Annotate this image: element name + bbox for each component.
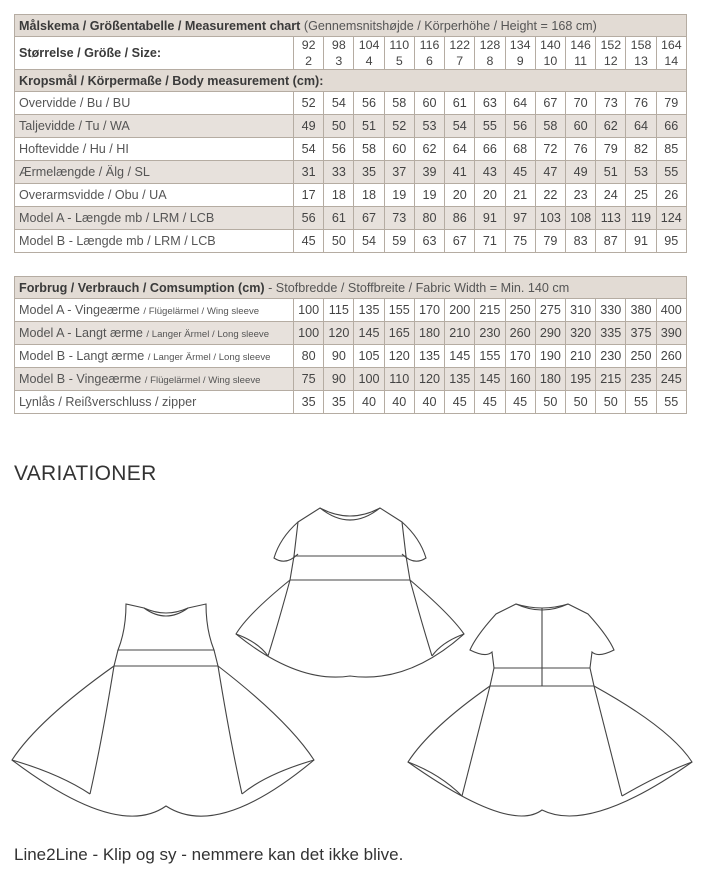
consumption-value: 170 bbox=[414, 299, 444, 322]
measurement-value: 60 bbox=[414, 92, 444, 115]
measurement-value: 55 bbox=[475, 115, 505, 138]
consumption-label bbox=[15, 368, 294, 391]
consumption-chart-title bbox=[15, 277, 687, 299]
measurement-value: 62 bbox=[596, 115, 626, 138]
measurement-value: 60 bbox=[384, 138, 414, 161]
measurement-value: 18 bbox=[324, 184, 354, 207]
consumption-row bbox=[15, 299, 687, 322]
measurement-value: 58 bbox=[535, 115, 565, 138]
measurement-value: 91 bbox=[475, 207, 505, 230]
consumption-value: 35 bbox=[294, 391, 324, 414]
consumption-value: 40 bbox=[414, 391, 444, 414]
measurement-value: 66 bbox=[656, 115, 686, 138]
measurement-value: 67 bbox=[535, 92, 565, 115]
measurement-value: 24 bbox=[596, 184, 626, 207]
size-age: 13 bbox=[634, 54, 648, 68]
measurement-value: 76 bbox=[565, 138, 595, 161]
measurement-row bbox=[15, 230, 687, 253]
consumption-value: 110 bbox=[384, 368, 414, 391]
consumption-label bbox=[15, 322, 294, 345]
measurement-value: 54 bbox=[354, 230, 384, 253]
size-cell bbox=[294, 37, 324, 70]
consumption-chart bbox=[14, 276, 687, 414]
measurement-value: 73 bbox=[384, 207, 414, 230]
measurement-value: 75 bbox=[505, 230, 535, 253]
measurement-value: 58 bbox=[354, 138, 384, 161]
consumption-value: 230 bbox=[596, 345, 626, 368]
measurement-row bbox=[15, 92, 687, 115]
measurement-value: 51 bbox=[354, 115, 384, 138]
measurement-value: 80 bbox=[414, 207, 444, 230]
consumption-value: 40 bbox=[354, 391, 384, 414]
measurement-value: 61 bbox=[445, 92, 475, 115]
measurement-value: 45 bbox=[294, 230, 324, 253]
measurement-value: 79 bbox=[656, 92, 686, 115]
size-age: 6 bbox=[426, 54, 433, 68]
measurement-value: 56 bbox=[354, 92, 384, 115]
measurement-value: 23 bbox=[565, 184, 595, 207]
measurement-value: 50 bbox=[324, 230, 354, 253]
variations-heading: VARIATIONER bbox=[14, 462, 157, 485]
measurement-value: 47 bbox=[535, 161, 565, 184]
size-cm: 140 bbox=[540, 38, 561, 52]
measurement-value: 20 bbox=[445, 184, 475, 207]
consumption-chart-title-row bbox=[15, 277, 687, 299]
measurement-label: Model B - Længde mb / LRM / LCB bbox=[15, 230, 294, 253]
measurement-row bbox=[15, 115, 687, 138]
measurement-value: 79 bbox=[596, 138, 626, 161]
measurement-value: 56 bbox=[324, 138, 354, 161]
measurement-value: 54 bbox=[324, 92, 354, 115]
size-age: 5 bbox=[395, 54, 403, 68]
measurement-value: 108 bbox=[565, 207, 595, 230]
size-age: 4 bbox=[365, 54, 373, 68]
consumption-value: 35 bbox=[324, 391, 354, 414]
measurement-value: 91 bbox=[626, 230, 656, 253]
measurement-chart-title-text: Målskema / Größentabelle / Measurement chart bbox=[19, 18, 301, 33]
measurement-label: Hoftevidde / Hu / HI bbox=[15, 138, 294, 161]
consumption-value: 180 bbox=[414, 322, 444, 345]
footer-tagline: Line2Line - Klip og sy - nemmere kan det ikke blive. bbox=[14, 845, 404, 864]
measurement-value: 83 bbox=[565, 230, 595, 253]
consumption-value: 320 bbox=[565, 322, 595, 345]
measurement-value: 22 bbox=[535, 184, 565, 207]
measurement-value: 49 bbox=[565, 161, 595, 184]
consumption-value: 45 bbox=[475, 391, 505, 414]
measurement-value: 60 bbox=[565, 115, 595, 138]
consumption-value: 260 bbox=[656, 345, 686, 368]
consumption-label-sub: / Langer Ärmel / Long sleeve bbox=[147, 352, 271, 363]
size-age: 14 bbox=[664, 54, 679, 68]
consumption-value: 200 bbox=[445, 299, 475, 322]
measurement-value: 17 bbox=[294, 184, 324, 207]
consumption-value: 40 bbox=[384, 391, 414, 414]
consumption-value: 50 bbox=[596, 391, 626, 414]
consumption-value: 215 bbox=[475, 299, 505, 322]
measurement-value: 21 bbox=[505, 184, 535, 207]
size-age: 12 bbox=[603, 54, 618, 68]
measurement-value: 64 bbox=[445, 138, 475, 161]
size-cell bbox=[596, 37, 626, 70]
size-cm: 158 bbox=[630, 38, 652, 52]
measurement-value: 26 bbox=[656, 184, 686, 207]
consumption-label bbox=[15, 345, 294, 368]
measurement-value: 76 bbox=[626, 92, 656, 115]
measurement-value: 18 bbox=[354, 184, 384, 207]
consumption-value: 75 bbox=[294, 368, 324, 391]
consumption-value: 50 bbox=[535, 391, 565, 414]
size-cell bbox=[354, 37, 384, 70]
measurement-value: 82 bbox=[626, 138, 656, 161]
size-cm: 128 bbox=[479, 38, 501, 52]
measurement-chart-title-row bbox=[15, 15, 687, 37]
measurement-value: 19 bbox=[384, 184, 414, 207]
measurement-value: 62 bbox=[414, 138, 444, 161]
consumption-label bbox=[15, 391, 294, 414]
size-cell bbox=[445, 37, 475, 70]
consumption-value: 100 bbox=[294, 299, 324, 322]
measurement-value: 25 bbox=[626, 184, 656, 207]
measurement-value: 87 bbox=[596, 230, 626, 253]
consumption-value: 310 bbox=[565, 299, 595, 322]
consumption-value: 290 bbox=[535, 322, 565, 345]
size-age: 10 bbox=[543, 54, 558, 68]
measurement-value: 73 bbox=[596, 92, 626, 115]
consumption-value: 330 bbox=[596, 299, 626, 322]
consumption-value: 80 bbox=[294, 345, 324, 368]
consumption-row bbox=[15, 345, 687, 368]
consumption-label-sub: / Langer Ärmel / Long sleeve bbox=[146, 329, 270, 340]
measurement-chart-title bbox=[15, 15, 687, 37]
consumption-value: 120 bbox=[414, 368, 444, 391]
measurement-value: 49 bbox=[294, 115, 324, 138]
size-cm: 122 bbox=[449, 38, 471, 52]
consumption-value: 400 bbox=[656, 299, 686, 322]
size-cell bbox=[475, 37, 505, 70]
consumption-value: 100 bbox=[294, 322, 324, 345]
body-measurement-heading: Kropsmål / Körpermaße / Body measurement (cm): bbox=[15, 70, 687, 92]
measurement-value: 35 bbox=[354, 161, 384, 184]
measurement-row bbox=[15, 207, 687, 230]
size-cm: 116 bbox=[419, 38, 440, 52]
measurement-value: 113 bbox=[596, 207, 626, 230]
measurement-value: 68 bbox=[505, 138, 535, 161]
measurement-value: 50 bbox=[324, 115, 354, 138]
size-age: 2 bbox=[305, 54, 313, 68]
size-cell bbox=[626, 37, 656, 70]
measurement-label: Overvidde / Bu / BU bbox=[15, 92, 294, 115]
size-cm: 152 bbox=[600, 38, 622, 52]
consumption-value: 165 bbox=[384, 322, 414, 345]
consumption-value: 55 bbox=[656, 391, 686, 414]
consumption-value: 375 bbox=[626, 322, 656, 345]
measurement-value: 45 bbox=[505, 161, 535, 184]
consumption-row bbox=[15, 322, 687, 345]
consumption-value: 155 bbox=[384, 299, 414, 322]
measurement-value: 58 bbox=[384, 92, 414, 115]
measurement-value: 64 bbox=[505, 92, 535, 115]
measurement-value: 71 bbox=[475, 230, 505, 253]
measurement-value: 33 bbox=[324, 161, 354, 184]
consumption-label-main: Lynlås / Reißverschluss / zipper bbox=[19, 395, 197, 409]
consumption-value: 135 bbox=[414, 345, 444, 368]
consumption-value: 135 bbox=[445, 368, 475, 391]
consumption-value: 335 bbox=[596, 322, 626, 345]
consumption-value: 250 bbox=[626, 345, 656, 368]
fabric-width-note: - Stofbredde / Stoffbreite / Fabric Width = Min. 140 cm bbox=[268, 280, 570, 295]
consumption-label-main: Model A - Langt ærme bbox=[19, 326, 143, 340]
consumption-value: 120 bbox=[324, 322, 354, 345]
measurement-value: 52 bbox=[384, 115, 414, 138]
measurement-chart bbox=[14, 14, 687, 253]
consumption-chart-title-text: Forbrug / Verbrauch / Comsumption (cm) bbox=[19, 280, 265, 295]
size-cm: 164 bbox=[660, 38, 682, 52]
dress-back-zipper-illustration bbox=[400, 598, 700, 823]
measurement-value: 95 bbox=[656, 230, 686, 253]
consumption-row bbox=[15, 368, 687, 391]
measurement-row bbox=[15, 138, 687, 161]
consumption-value: 120 bbox=[384, 345, 414, 368]
consumption-value: 145 bbox=[475, 368, 505, 391]
consumption-value: 50 bbox=[565, 391, 595, 414]
consumption-value: 380 bbox=[626, 299, 656, 322]
measurement-value: 56 bbox=[505, 115, 535, 138]
size-label: Størrelse / Größe / Size: bbox=[15, 37, 294, 70]
consumption-value: 215 bbox=[596, 368, 626, 391]
consumption-value: 390 bbox=[656, 322, 686, 345]
size-age: 11 bbox=[574, 54, 588, 68]
consumption-value: 45 bbox=[505, 391, 535, 414]
size-cm: 134 bbox=[509, 38, 531, 52]
measurement-value: 64 bbox=[626, 115, 656, 138]
measurement-value: 67 bbox=[445, 230, 475, 253]
measurement-value: 63 bbox=[475, 92, 505, 115]
consumption-label-sub: / Flügelärmel / Wing sleeve bbox=[144, 375, 261, 386]
size-cell bbox=[656, 37, 686, 70]
measurement-value: 86 bbox=[445, 207, 475, 230]
consumption-value: 210 bbox=[445, 322, 475, 345]
consumption-row bbox=[15, 391, 687, 414]
consumption-value: 90 bbox=[324, 345, 354, 368]
measurement-value: 54 bbox=[294, 138, 324, 161]
size-age: 9 bbox=[516, 54, 524, 68]
size-cm: 98 bbox=[331, 38, 346, 52]
consumption-label-main: Model A - Vingeærme bbox=[19, 303, 140, 317]
consumption-value: 245 bbox=[656, 368, 686, 391]
size-cell bbox=[324, 37, 354, 70]
size-cm: 104 bbox=[358, 38, 380, 52]
consumption-value: 105 bbox=[354, 345, 384, 368]
consumption-value: 250 bbox=[505, 299, 535, 322]
consumption-label-main: Model B - Vingeærme bbox=[19, 372, 142, 386]
measurement-value: 119 bbox=[626, 207, 656, 230]
consumption-label-main: Model B - Langt ærme bbox=[19, 349, 145, 363]
measurement-value: 61 bbox=[324, 207, 354, 230]
measurement-label: Taljevidde / Tu / WA bbox=[15, 115, 294, 138]
size-cell bbox=[535, 37, 565, 70]
measurement-value: 43 bbox=[475, 161, 505, 184]
measurement-value: 41 bbox=[445, 161, 475, 184]
consumption-value: 235 bbox=[626, 368, 656, 391]
consumption-value: 275 bbox=[535, 299, 565, 322]
measurement-value: 53 bbox=[414, 115, 444, 138]
consumption-value: 100 bbox=[354, 368, 384, 391]
measurement-value: 66 bbox=[475, 138, 505, 161]
measurement-value: 97 bbox=[505, 207, 535, 230]
measurement-value: 124 bbox=[656, 207, 686, 230]
size-row bbox=[15, 37, 687, 70]
size-age: 8 bbox=[486, 54, 494, 68]
measurement-value: 85 bbox=[656, 138, 686, 161]
dress-sleeveless-front-illustration bbox=[8, 600, 318, 825]
size-age: 7 bbox=[456, 54, 464, 68]
consumption-value: 145 bbox=[354, 322, 384, 345]
consumption-value: 115 bbox=[324, 299, 354, 322]
measurement-value: 70 bbox=[565, 92, 595, 115]
measurement-value: 67 bbox=[354, 207, 384, 230]
measurement-value: 39 bbox=[414, 161, 444, 184]
measurement-value: 72 bbox=[535, 138, 565, 161]
size-cell bbox=[565, 37, 595, 70]
size-cm: 110 bbox=[389, 38, 410, 52]
consumption-value: 260 bbox=[505, 322, 535, 345]
consumption-value: 55 bbox=[626, 391, 656, 414]
consumption-value: 170 bbox=[505, 345, 535, 368]
consumption-value: 45 bbox=[445, 391, 475, 414]
consumption-value: 145 bbox=[445, 345, 475, 368]
consumption-value: 135 bbox=[354, 299, 384, 322]
consumption-value: 180 bbox=[535, 368, 565, 391]
consumption-value: 160 bbox=[505, 368, 535, 391]
measurement-value: 52 bbox=[294, 92, 324, 115]
size-age: 3 bbox=[335, 54, 343, 68]
consumption-value: 90 bbox=[324, 368, 354, 391]
measurement-value: 54 bbox=[445, 115, 475, 138]
measurement-value: 31 bbox=[294, 161, 324, 184]
measurement-value: 55 bbox=[656, 161, 686, 184]
measurement-value: 59 bbox=[384, 230, 414, 253]
measurement-value: 53 bbox=[626, 161, 656, 184]
measurement-value: 56 bbox=[294, 207, 324, 230]
measurement-value: 20 bbox=[475, 184, 505, 207]
consumption-value: 210 bbox=[565, 345, 595, 368]
consumption-label bbox=[15, 299, 294, 322]
body-measurement-heading-row bbox=[15, 70, 687, 92]
measurement-label: Overarmsvidde / Obu / UA bbox=[15, 184, 294, 207]
measurement-chart-height-note: (Gennemsnitshøjde / Körperhöhe / Height = 168 cm) bbox=[303, 18, 597, 33]
consumption-label-sub: / Flügelärmel / Wing sleeve bbox=[143, 306, 260, 317]
measurement-value: 19 bbox=[414, 184, 444, 207]
measurement-value: 51 bbox=[596, 161, 626, 184]
size-cm: 92 bbox=[301, 38, 316, 52]
measurement-value: 37 bbox=[384, 161, 414, 184]
consumption-value: 230 bbox=[475, 322, 505, 345]
consumption-value: 190 bbox=[535, 345, 565, 368]
measurement-label: Ærmelængde / Älg / SL bbox=[15, 161, 294, 184]
size-cell bbox=[505, 37, 535, 70]
measurement-value: 79 bbox=[535, 230, 565, 253]
measurement-row bbox=[15, 184, 687, 207]
measurement-value: 103 bbox=[535, 207, 565, 230]
size-cell bbox=[384, 37, 414, 70]
consumption-value: 195 bbox=[565, 368, 595, 391]
measurement-value: 63 bbox=[414, 230, 444, 253]
measurement-row bbox=[15, 161, 687, 184]
size-cell bbox=[414, 37, 444, 70]
consumption-value: 155 bbox=[475, 345, 505, 368]
size-cm: 146 bbox=[570, 38, 591, 52]
measurement-label: Model A - Længde mb / LRM / LCB bbox=[15, 207, 294, 230]
